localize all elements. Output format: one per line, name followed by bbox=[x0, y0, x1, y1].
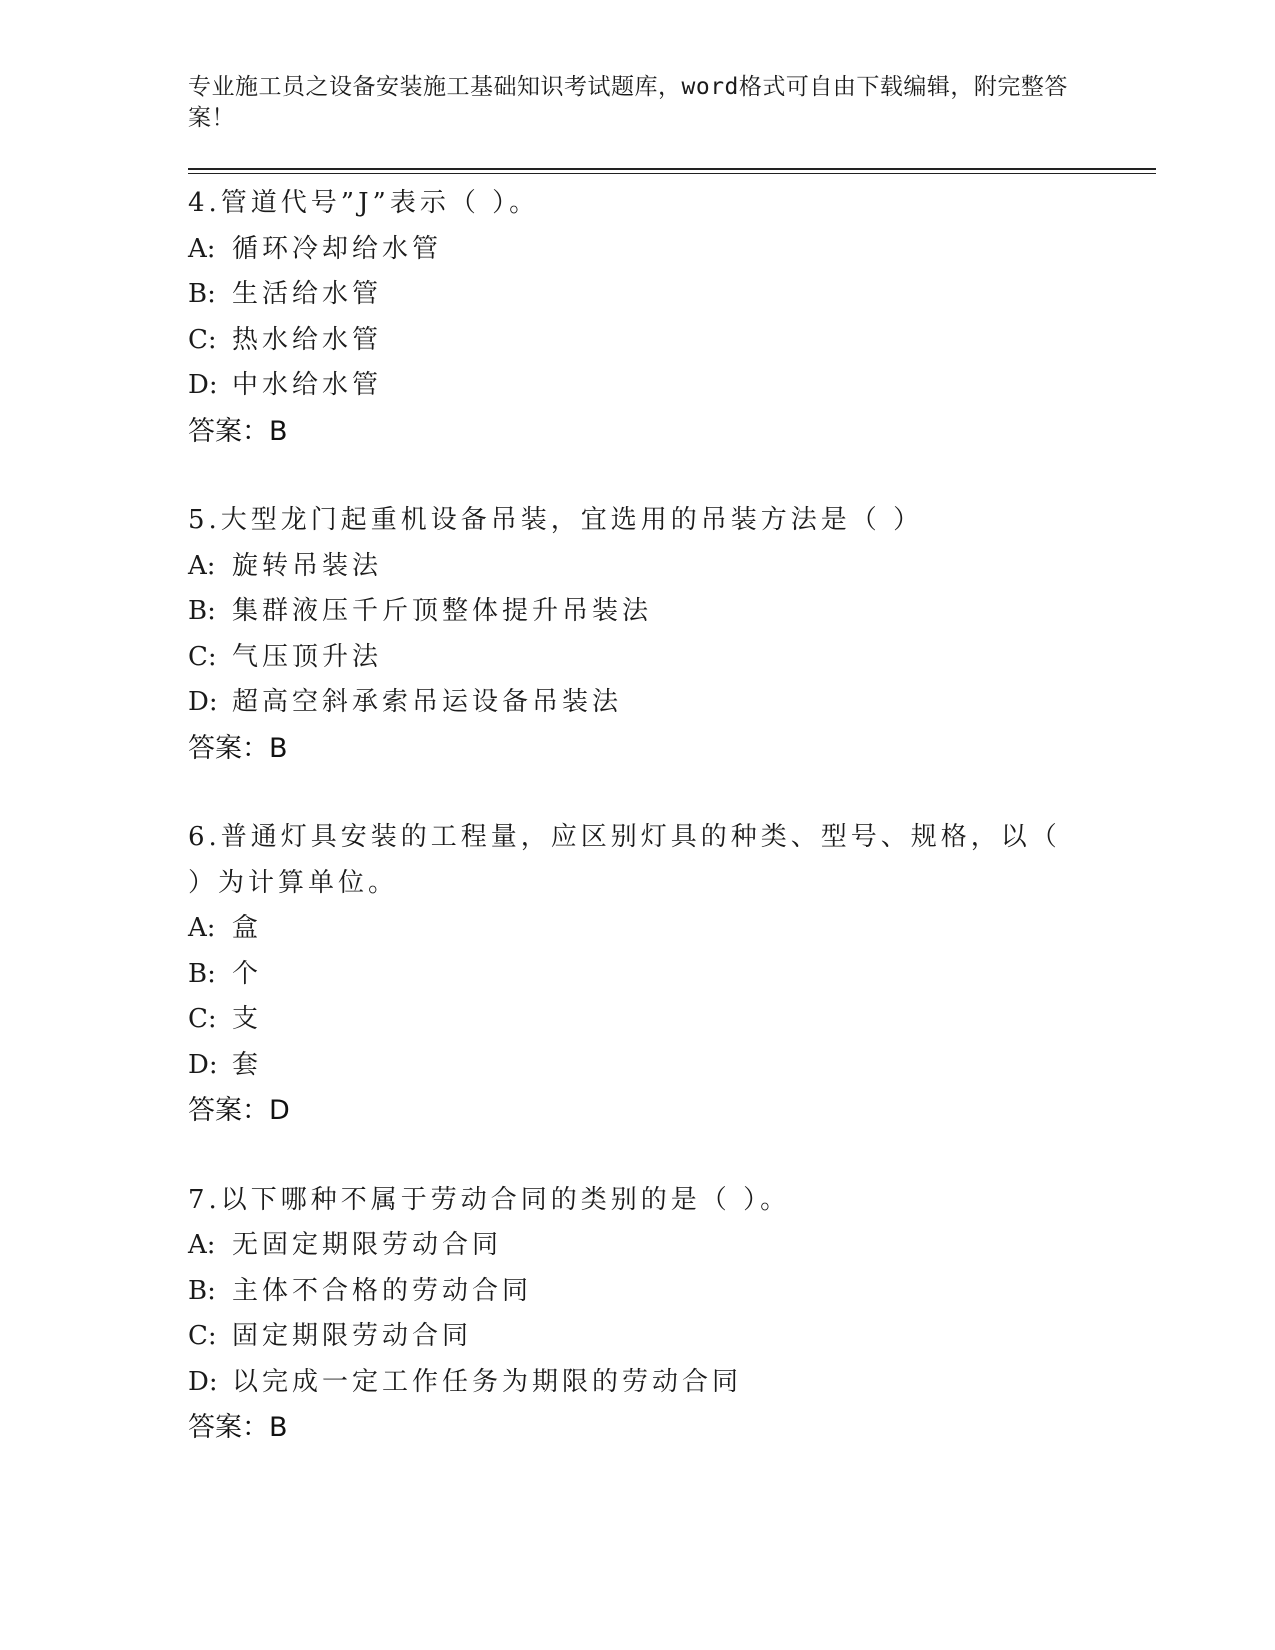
question-stem: 4.管道代号”J”表示（ ）。 bbox=[188, 188, 540, 218]
option-letter: C: bbox=[188, 641, 217, 672]
document-header: 专业施工员之设备安装施工基础知识考试题库，word格式可自由下载编辑，附完整答案！ bbox=[188, 74, 1068, 131]
option-text: 生活给水管 bbox=[232, 279, 383, 309]
option-d bbox=[188, 363, 1158, 409]
option-text: 个 bbox=[232, 958, 263, 989]
answer-line bbox=[188, 1088, 1158, 1134]
answer-label: 答案： bbox=[188, 1095, 269, 1126]
option-text: 集群液压千斤顶整体提升吊装法 bbox=[232, 596, 653, 626]
option-a bbox=[188, 544, 1158, 590]
option-text: 气压顶升法 bbox=[232, 641, 383, 672]
question-stem: 5.大型龙门起重机设备吊装，宜选用的吊装方法是（ ） bbox=[188, 505, 924, 535]
option-text: 以完成一定工作任务为期限的劳动合同 bbox=[232, 1366, 743, 1397]
option-letter: B: bbox=[188, 1275, 216, 1306]
option-text: 热水给水管 bbox=[232, 324, 383, 355]
option-letter: B: bbox=[188, 279, 216, 309]
option-text: 盒 bbox=[232, 913, 263, 943]
question-stem: 6.普通灯具安装的工程量，应区别灯具的种类、型号、规格，以（ ）为计算单位。 bbox=[188, 822, 1061, 898]
option-letter: C: bbox=[188, 1004, 217, 1034]
option-b bbox=[188, 589, 1158, 635]
option-text: 套 bbox=[232, 1049, 263, 1080]
document-page bbox=[188, 0, 1158, 1495]
option-letter: D: bbox=[188, 1049, 218, 1080]
option-letter: A: bbox=[188, 1230, 216, 1260]
question-stem: 7.以下哪种不属于劳动合同的类别的是（ ）。 bbox=[188, 1184, 791, 1215]
answer-line bbox=[188, 1405, 1158, 1451]
option-text: 中水给水管 bbox=[232, 370, 383, 400]
option-letter: D: bbox=[188, 1366, 218, 1397]
option-a bbox=[188, 227, 1158, 273]
answer-value: B bbox=[269, 415, 288, 447]
question-6 bbox=[188, 815, 1158, 1134]
option-letter: A: bbox=[188, 913, 216, 943]
option-letter: C: bbox=[188, 324, 217, 355]
option-text: 超高空斜承索吊运设备吊装法 bbox=[232, 687, 623, 717]
question-4 bbox=[188, 181, 1158, 454]
option-letter: A: bbox=[188, 550, 216, 581]
answer-line bbox=[188, 409, 1158, 455]
option-letter: A: bbox=[188, 233, 216, 264]
option-b bbox=[188, 952, 1158, 998]
option-b bbox=[188, 1269, 1158, 1315]
answer-line bbox=[188, 726, 1158, 772]
question-list bbox=[188, 181, 1158, 1451]
option-text: 支 bbox=[232, 1004, 263, 1034]
option-letter: C: bbox=[188, 1321, 217, 1351]
option-d bbox=[188, 1360, 1158, 1406]
option-d bbox=[188, 1043, 1158, 1089]
option-letter: D: bbox=[188, 370, 218, 400]
option-c bbox=[188, 1314, 1158, 1360]
question-7 bbox=[188, 1178, 1158, 1451]
option-c bbox=[188, 318, 1158, 364]
header-divider bbox=[188, 168, 1156, 174]
answer-label: 答案： bbox=[188, 1412, 269, 1443]
option-a bbox=[188, 906, 1158, 952]
option-a bbox=[188, 1223, 1158, 1269]
answer-value: B bbox=[269, 1412, 288, 1443]
answer-value: B bbox=[269, 732, 288, 764]
option-d bbox=[188, 680, 1158, 726]
answer-value: D bbox=[269, 1095, 290, 1126]
option-letter: B: bbox=[188, 958, 216, 989]
option-text: 固定期限劳动合同 bbox=[232, 1321, 473, 1351]
option-letter: D: bbox=[188, 687, 218, 717]
option-b bbox=[188, 272, 1158, 318]
option-letter: B: bbox=[188, 596, 216, 626]
option-text: 旋转吊装法 bbox=[232, 550, 383, 581]
option-text: 循环冷却给水管 bbox=[232, 233, 443, 264]
option-c bbox=[188, 635, 1158, 681]
option-c bbox=[188, 997, 1158, 1043]
question-5 bbox=[188, 498, 1158, 771]
option-text: 主体不合格的劳动合同 bbox=[232, 1275, 533, 1306]
answer-label: 答案： bbox=[188, 415, 269, 447]
option-text: 无固定期限劳动合同 bbox=[232, 1230, 503, 1260]
answer-label: 答案： bbox=[188, 732, 269, 764]
